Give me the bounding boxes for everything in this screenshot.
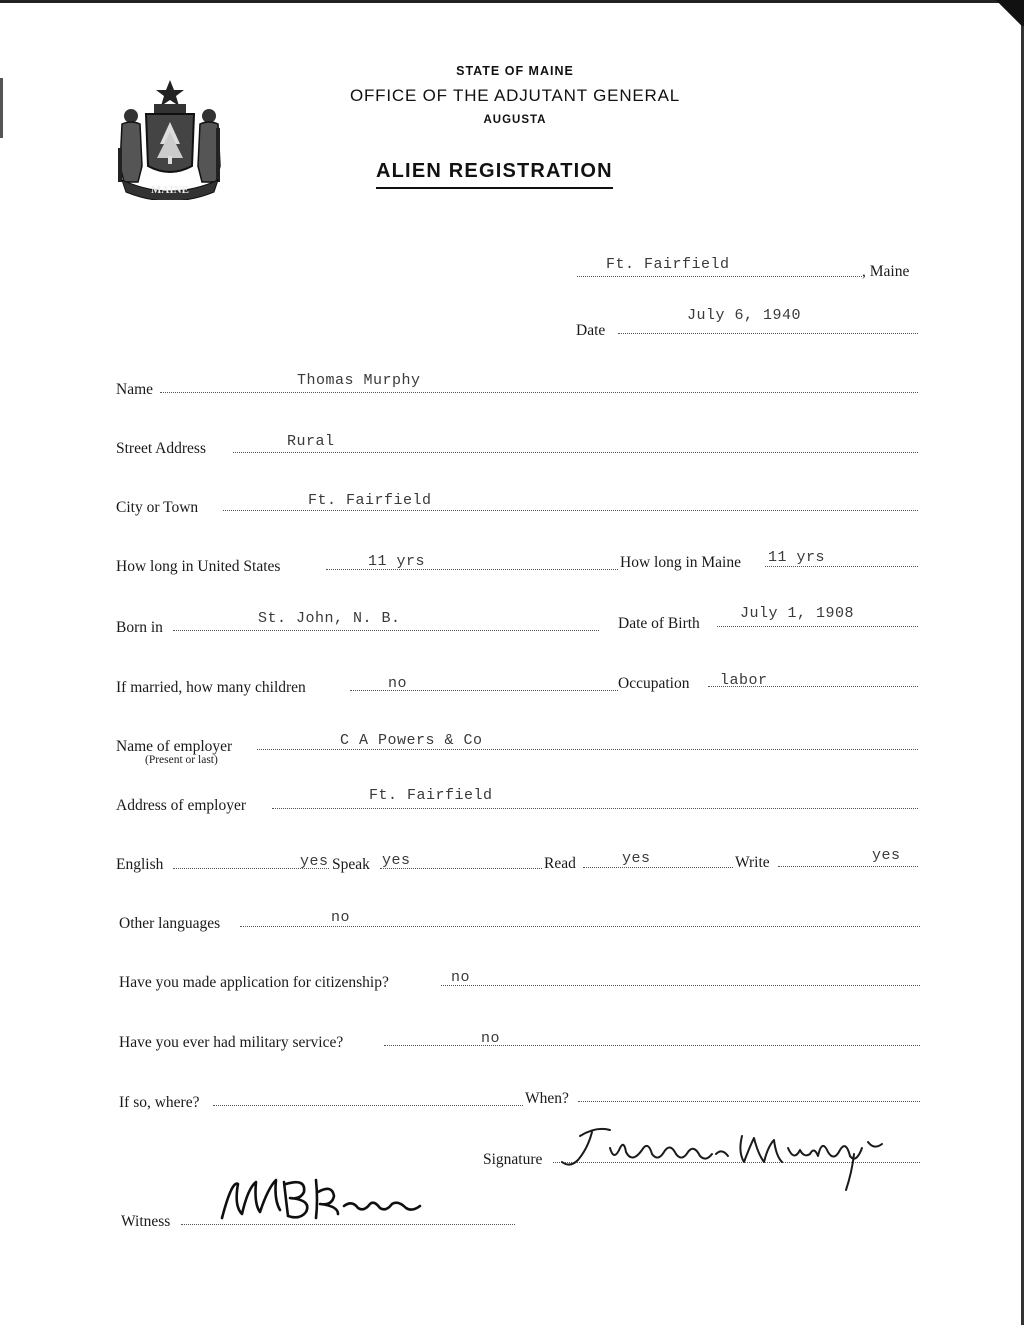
occupation-value[interactable]: labor [720, 672, 768, 689]
us-label: How long in United States [116, 558, 281, 575]
citizenship-line [441, 985, 920, 986]
witness-label: Witness [121, 1213, 171, 1230]
employer-address-line [272, 808, 918, 809]
street-line [233, 452, 918, 453]
form-title: ALIEN REGISTRATION [376, 160, 613, 189]
name-line [160, 392, 918, 393]
write-line [778, 866, 918, 867]
maine-value[interactable]: 11 yrs [768, 549, 826, 566]
place-suffix: , Maine [862, 263, 910, 280]
other-languages-line [240, 926, 920, 927]
dob-label: Date of Birth [618, 615, 700, 632]
employer-address-value[interactable]: Ft. Fairfield [369, 787, 493, 804]
city-value[interactable]: Ft. Fairfield [308, 492, 432, 509]
header-office: OFFICE OF THE ADJUTANT GENERAL [349, 86, 681, 105]
name-label: Name [116, 381, 154, 398]
page-edge-top [0, 0, 1024, 3]
military-label: Have you ever had military service? [119, 1034, 344, 1051]
where-label: If so, where? [119, 1094, 200, 1111]
maine-line [765, 566, 918, 567]
employer-sublabel: (Present or last) [145, 754, 218, 766]
write-label: Write [735, 854, 770, 871]
date-label: Date [576, 322, 606, 339]
other-languages-label: Other languages [119, 915, 221, 932]
header-city: AUGUSTA [483, 114, 547, 126]
children-value[interactable]: no [388, 675, 408, 692]
read-value[interactable]: yes [622, 850, 651, 867]
occupation-label: Occupation [618, 675, 690, 692]
employer-value[interactable]: C A Powers & Co [340, 732, 483, 749]
name-value[interactable]: Thomas Murphy [297, 372, 421, 389]
children-label: If married, how many children [116, 679, 306, 696]
page-corner [988, 0, 1024, 26]
military-line [384, 1045, 920, 1046]
maine-label: How long in Maine [620, 554, 741, 571]
when-line [578, 1101, 920, 1102]
page-edge-left [0, 78, 3, 138]
read-line [583, 867, 733, 868]
street-label: Street Address [116, 440, 206, 457]
signature-label: Signature [483, 1151, 543, 1168]
dob-line [717, 626, 918, 627]
street-value[interactable]: Rural [287, 433, 335, 450]
place-value[interactable]: Ft. Fairfield [606, 256, 730, 273]
read-label: Read [544, 855, 576, 872]
write-value[interactable]: yes [872, 847, 901, 864]
born-value[interactable]: St. John, N. B. [258, 610, 401, 627]
employer-address-label: Address of employer [116, 797, 246, 814]
date-line [618, 333, 918, 334]
military-value[interactable]: no [481, 1030, 501, 1047]
dob-value[interactable]: July 1, 1908 [740, 605, 855, 622]
when-label: When? [525, 1090, 569, 1107]
seal-banner-text: MAINE [151, 184, 189, 196]
header-state: STATE OF MAINE [456, 64, 574, 78]
citizenship-label: Have you made application for citizenship? [119, 974, 389, 991]
born-line [173, 630, 599, 631]
citizenship-value[interactable]: no [451, 969, 471, 986]
city-line [223, 510, 918, 511]
other-languages-value[interactable]: no [331, 909, 351, 926]
employer-line [257, 749, 918, 750]
speak-label: Speak [332, 856, 370, 873]
where-line [213, 1105, 523, 1106]
witness-signature-handwriting [214, 1170, 424, 1230]
speak-value[interactable]: yes [382, 852, 411, 869]
born-label: Born in [116, 619, 163, 636]
us-value[interactable]: 11 yrs [368, 553, 426, 570]
employer-label: Name of employer [116, 738, 233, 755]
english-label: English [116, 856, 164, 873]
maine-seal-icon [116, 78, 224, 200]
place-line [577, 276, 862, 277]
english-value[interactable]: yes [300, 853, 329, 870]
signature-handwriting [552, 1118, 892, 1196]
city-label: City or Town [116, 499, 199, 516]
date-value[interactable]: July 6, 1940 [687, 307, 802, 324]
